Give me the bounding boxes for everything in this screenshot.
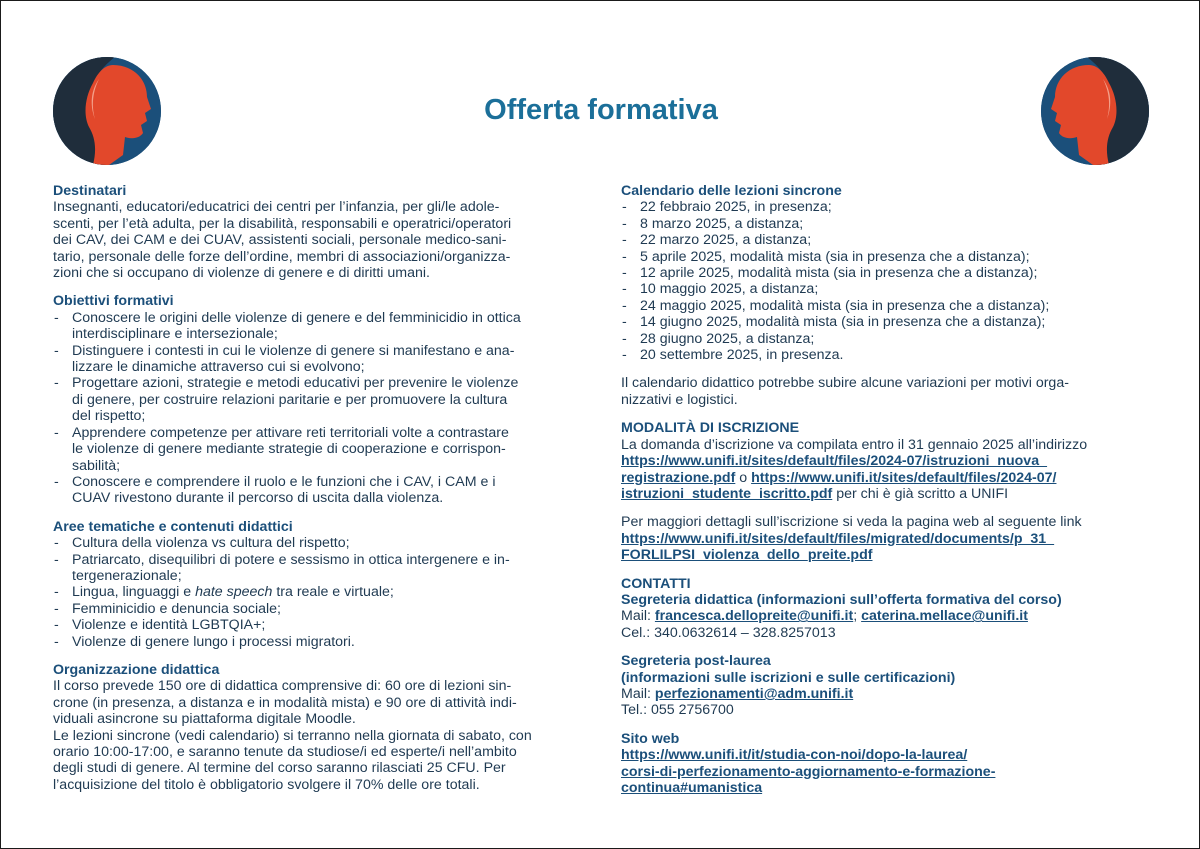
list-item [53, 535, 585, 551]
text-line: di genere, per costruire relazioni paritarie e per promuovere la cultura [72, 391, 508, 408]
list-item [53, 474, 585, 507]
link-text[interactable]: istruzioni_studente_iscritto.pdf [621, 485, 833, 502]
link-text[interactable]: registrazione.pdf [621, 469, 736, 486]
text-line: sabilità; [72, 457, 121, 474]
list-item [53, 552, 585, 585]
text-line: degli studi di genere. Al termine del corso saranno rilasciati 25 CFU. Per [53, 760, 506, 777]
organizzazione-heading: Organizzazione didattica [53, 661, 220, 678]
left-column [53, 183, 585, 805]
mail-label: Mail: [621, 685, 655, 702]
text-line: le violenze di genere mediante strategie di cooperazione e corrispon- [72, 441, 506, 458]
text-line: Progettare azioni, strategie e metodi educativi per prevenire le violenze [72, 375, 519, 392]
calendar-date-item: - 5 aprile 2025, modalità mista (sia in presenza che a distanza); [621, 249, 1157, 265]
mail-line [621, 608, 1157, 624]
aree-heading: Aree tematiche e contenuti didattici [53, 518, 293, 535]
link-text[interactable]: https://www.unifi.it/sites/default/files/migrated/documents/p_31_ [621, 530, 1055, 547]
contatti-section [621, 576, 1157, 719]
email-link-mellace[interactable]: caterina.mellace@unifi.it [861, 608, 1028, 625]
text-line: viduali asincrone su piattaforma digitale Moodle. [53, 711, 356, 728]
text-fragment: per chi è già scritto a UNIFI [832, 485, 1009, 502]
iscrizione-heading: MODALITÀ DI ISCRIZIONE [621, 420, 800, 437]
text-line: zioni che si occupano di violenze di genere e di diritti umani. [53, 265, 430, 282]
post-laurea-sublabel: (informazioni sulle iscrizioni e sulle certificazioni) [621, 669, 956, 686]
calendario-section [621, 183, 1157, 408]
list-item [53, 601, 585, 617]
text-line: Apprendere competenze per attivare reti territoriali volte a contrastare [72, 424, 509, 441]
text-line: tergenerazionale; [72, 567, 182, 584]
link-text[interactable]: https://www.unifi.it/sites/default/files/2024-07/ [751, 469, 1057, 486]
iscrizione-text [621, 437, 1157, 503]
text-line: Violenze e identità LGBTQIA+; [72, 617, 266, 634]
sito-heading: Sito web [621, 730, 680, 747]
segreteria-didattica-label: Segreteria didattica (informazioni sull’offerta formativa del corso) [621, 591, 1062, 608]
text-line: Conoscere le origini delle violenze di genere e del femminicidio in ottica [72, 309, 521, 326]
calendar-date-item: - 24 maggio 2025, modalità mista (sia in presenza che a distanza); [621, 298, 1157, 314]
tel-line: Tel.: 055 2756700 [621, 702, 734, 719]
text-line: Patriarcato, disequilibri di potere e sessismo in ottica intergenere e in- [72, 551, 510, 568]
text-line: orario 10:00-17:00, e saranno tenute da studiose/i ed esperte/i nell’ambito [53, 744, 517, 760]
separator: ; [853, 608, 862, 625]
link-text[interactable]: continua#umanistica [621, 780, 763, 796]
obiettivi-section [53, 293, 585, 506]
website-link[interactable] [621, 747, 995, 796]
link-text[interactable]: corsi-di-perfezionamento-aggiornamento-e-formazione- [621, 763, 996, 780]
calendar-date-item: - 20 settembre 2025, in presenza. [621, 347, 1157, 363]
link-text[interactable]: https://www.unifi.it/sites/default/files/2024-07/istruzioni_nuova_ [621, 453, 1047, 470]
calendario-heading: Calendario delle lezioni sincrone [621, 183, 842, 199]
text-line: Le lezioni sincrone (vedi calendario) si terranno nella giornata di sabato, con [53, 727, 532, 744]
list-item [53, 617, 585, 633]
sito-section [621, 731, 1157, 797]
calendar-date-item: - 22 febbraio 2025, in presenza; [621, 199, 1157, 215]
text-line: Il calendario didattico potrebbe subire alcune variazioni per motivi orga- [621, 375, 1069, 392]
text-line: Il corso prevede 150 ore di didattica comprensive di: 60 ore di lezioni sin- [53, 678, 512, 695]
obiettivi-list [53, 310, 585, 507]
organizzazione-section [53, 662, 585, 793]
text-fragment: o [735, 469, 752, 486]
text-line: dei CAV, dei CAM e dei CUAV, assistenti sociali, personale medico-sani- [53, 232, 507, 249]
iscrizione-more [621, 514, 1157, 563]
text-line: Insegnanti, educatori/educatrici dei centri per l’infanzia, per gli/le adole- [53, 199, 500, 216]
text-line: del rispetto; [72, 408, 146, 425]
page-title: Offerta formativa [484, 94, 718, 126]
calendar-date-item: - 10 maggio 2025, a distanza; [621, 281, 1157, 297]
calendar-date-item: - 28 giugno 2025, a distanza; [621, 331, 1157, 347]
text-fragment: Lingua, linguaggi e [72, 584, 196, 601]
list-item [53, 584, 585, 600]
mail-label: Mail: [621, 608, 655, 625]
post-laurea-label: Segreteria post-laurea [621, 653, 771, 670]
calendar-date-item: - 12 aprile 2025, modalità mista (sia in presenza che a distanza); [621, 265, 1157, 281]
text-fragment: tra reale e virtuale; [272, 584, 394, 601]
list-item [53, 634, 585, 650]
text-line: Violenze di genere lungo i processi migratori. [72, 633, 355, 650]
text-line: crone (in presenza, a distanza e in modalità mista) e 90 ore di attività indi- [53, 694, 517, 711]
list-item [53, 343, 585, 376]
italic-term: hate speech [195, 584, 273, 601]
list-item [53, 425, 585, 474]
text-line: l’acquisizione del titolo è obbligatorio svolgere il 70% delle ore totali. [53, 776, 480, 793]
aree-section [53, 519, 585, 650]
link-text[interactable]: FORLILPSI_violenza_dello_preite.pdf [621, 547, 873, 564]
destinatari-section [53, 183, 585, 281]
text-line: Distinguere i contesti in cui le violenze di genere si manifestano e ana- [72, 342, 515, 359]
email-link-dellopreite[interactable]: francesca.dellopreite@unifi.it [654, 608, 854, 625]
calendario-note [621, 375, 1157, 408]
text-line: lizzare le dinamiche attraverso cui si evolvono; [72, 359, 365, 376]
text-line: Femminicidio e denuncia sociale; [72, 600, 281, 617]
obiettivi-heading: Obiettivi formativi [53, 293, 174, 310]
iscrizione-section [621, 420, 1157, 563]
aree-list [53, 535, 585, 650]
text-line: interdisciplinare e intersezionale; [72, 326, 278, 343]
list-item [53, 375, 585, 424]
text-line: Per maggiori dettagli sull’iscrizione si veda la pagina web al seguente link [621, 514, 1082, 531]
details-link[interactable] [621, 531, 1054, 563]
destinatari-heading: Destinatari [53, 183, 127, 199]
contatti-heading: CONTATTI [621, 575, 691, 592]
email-link-perfezionamenti[interactable]: perfezionamenti@adm.unifi.it [654, 685, 854, 702]
text-line: La domanda d’iscrizione va compilata entro il 31 gennaio 2025 all’indirizzo [621, 436, 1088, 453]
text-line: CUAV rivestono durante il percorso di uscita dalla violenza. [72, 490, 444, 507]
text-line: nizzativi e logistici. [621, 391, 738, 408]
destinatari-text [53, 199, 585, 281]
calendar-date-item: - 8 marzo 2025, a distanza; [621, 216, 1157, 232]
cel-line: Cel.: 340.0632614 – 328.8257013 [621, 624, 836, 641]
text-line: tario, personale delle forze dell’ordine, membri di associazioni/organizza- [53, 248, 511, 265]
mail-line [621, 686, 1157, 702]
calendar-date-item: - 22 marzo 2025, a distanza; [621, 232, 1157, 248]
link-text[interactable]: https://www.unifi.it/it/studia-con-noi/dopo-la-laurea/ [621, 747, 968, 764]
calendario-list [621, 199, 1157, 363]
text-line: Conoscere e comprendere il ruolo e le funzioni che i CAV, i CAM e i [72, 473, 496, 490]
list-item [53, 310, 585, 343]
organizzazione-text [53, 678, 585, 793]
text-line: scenti, per l’età adulta, per la disabilità, responsabili e operatrici/operatori [53, 215, 512, 232]
calendar-date-item: - 14 giugno 2025, modalità mista (sia in presenza che a distanza); [621, 314, 1157, 330]
text-line: Cultura della violenza vs cultura del rispetto; [72, 535, 350, 552]
right-column [621, 183, 1157, 808]
